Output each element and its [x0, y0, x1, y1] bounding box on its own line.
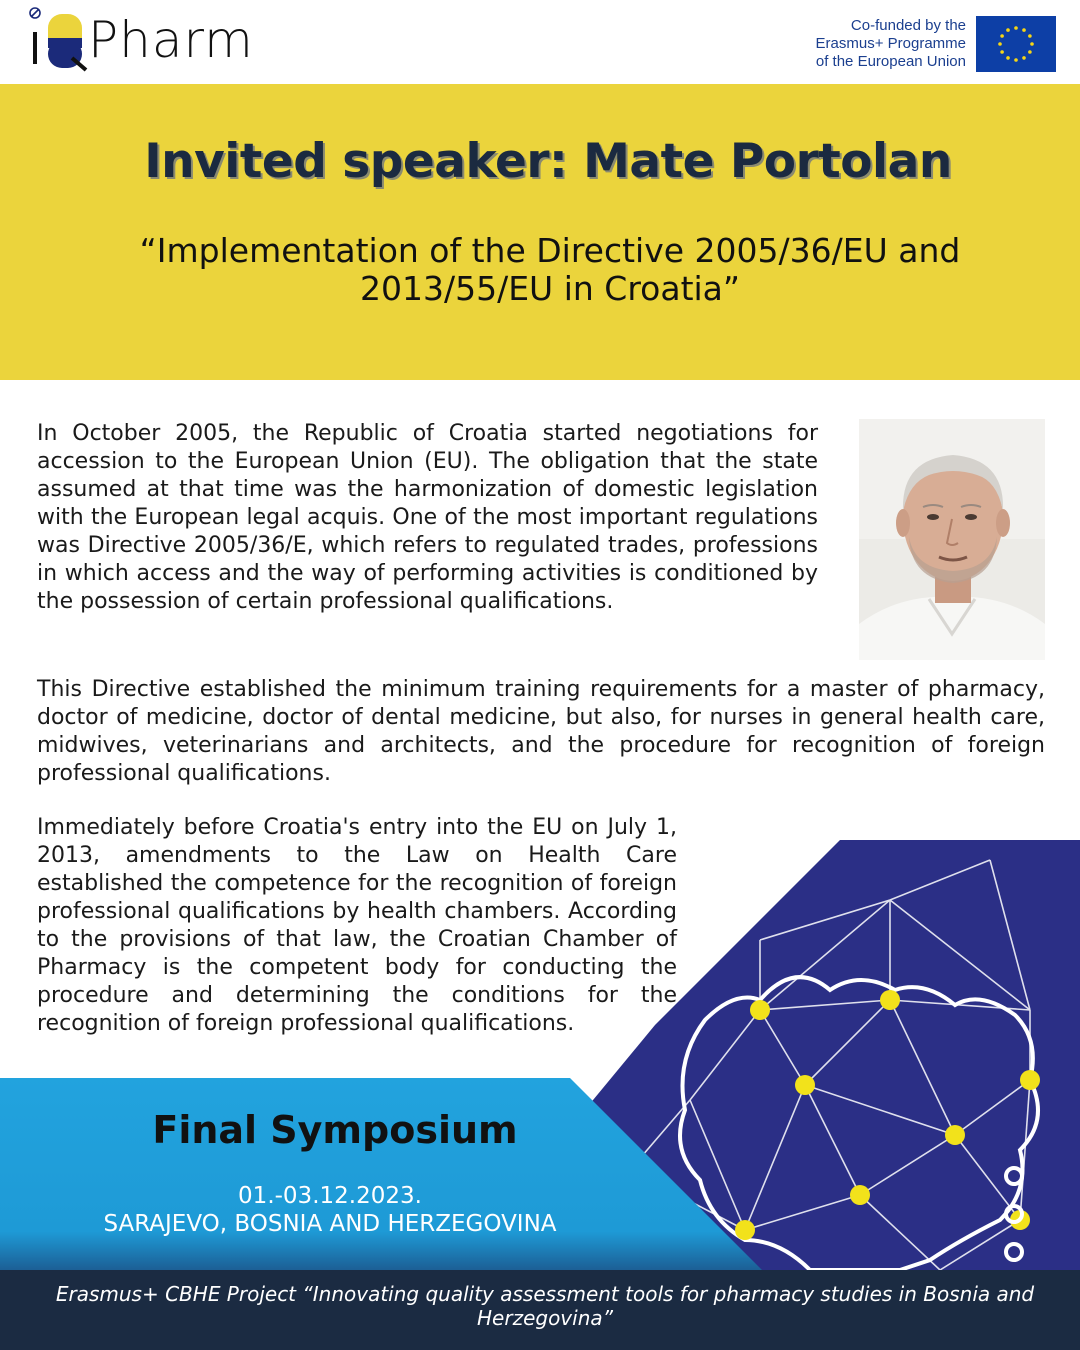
symposium-location: SARAJEVO, BOSNIA AND HERZEGOVINA: [103, 1211, 557, 1237]
paragraph-2: This Directive established the minimum training requirements for a master of pharmacy, doctor of medicine, doctor of dental medicine, but also, for nurses in general health care, midwives, veterinarians and architects, and the procedure for recognition of foreign professional qualifications.: [37, 677, 1045, 786]
header: [0, 0, 1080, 84]
circle-dots-icon: [1000, 1162, 1030, 1272]
eu-line-1: Co-funded by the: [850, 17, 966, 34]
title-banner: [0, 84, 1080, 380]
footer-project-text: Erasmus+ CBHE Project “Innovating quality assessment tools for pharmacy studies in Bosnia and Herzegovina”: [55, 1282, 1035, 1330]
speaker-photo: [859, 419, 1045, 660]
logo-text: Pharm: [88, 11, 254, 69]
iq-pharm-logo: [28, 6, 278, 76]
eu-flag-icon: [976, 16, 1056, 72]
paragraph-1: In October 2005, the Republic of Croatia started negotiations for accession to the European Union (EU). The obligation that the state assumed at that time was the harmonization of domestic legislation with the European legal acquis. One of the most important regulations was Directive 2005/36/E, which refers to regulated trades, professions in which access and the way of performing activities is conditioned by the possession of certain professional qualifications.: [37, 421, 818, 614]
page-title: Invited speaker: Mate Portolan: [144, 134, 952, 189]
logo-dot-icon: [28, 6, 42, 20]
logo-q-capsule-icon: [42, 12, 90, 72]
eu-line-2: Erasmus+ Programme: [815, 35, 966, 52]
eu-line-3: of the European Union: [815, 53, 966, 70]
talk-title: “Implementation of the Directive 2005/36/EU and 2013/55/EU in Croatia”: [139, 231, 961, 308]
symposium-title: Final Symposium: [152, 1108, 518, 1152]
symposium-date: 01.-03.12.2023.: [238, 1183, 422, 1209]
eu-cofunded-text: [816, 17, 966, 71]
footer: [0, 1270, 1080, 1350]
symposium-panel: [0, 1078, 800, 1270]
paragraph-3: Immediately before Croatia's entry into the EU on July 1, 2013, amendments to the Law on Health Care established the competence for the recognition of foreign professional qualifications by health chambers. According to the provisions of that law, the Croatian Chamber of Pharmacy is the competent body for conducting the procedure and determining the conditions for the recognition of foreign professional qualifications.: [37, 815, 677, 1036]
eu-cofunded-badge: [816, 14, 1056, 74]
logo-i-icon: [30, 14, 40, 64]
